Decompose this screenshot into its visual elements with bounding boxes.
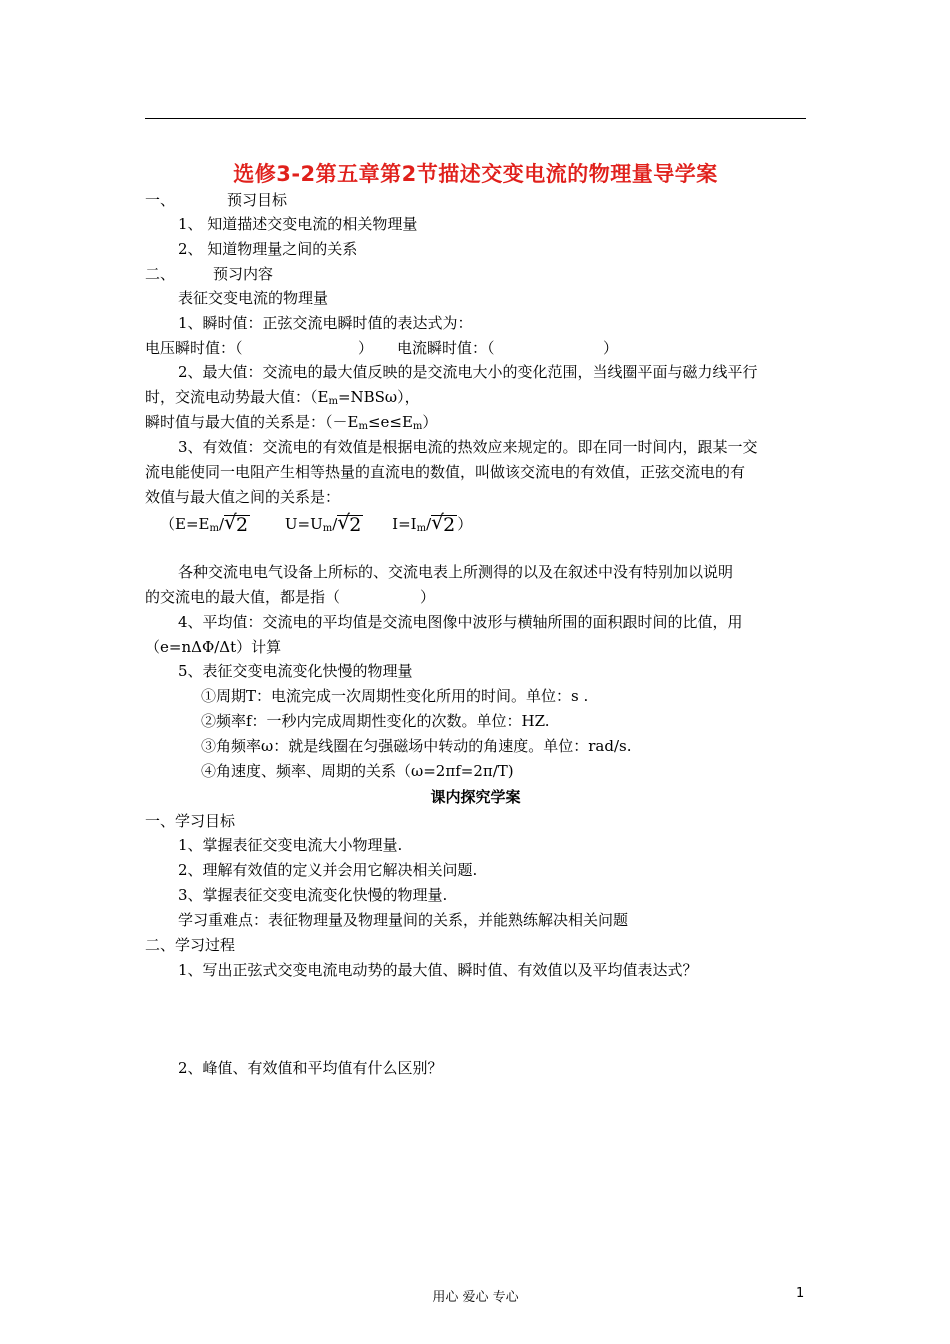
goal-item: 1、掌握表征交变电流大小物理量.	[178, 836, 403, 854]
paragraph: 流电能使同一电阻产生相等热量的直流电的数值，叫做该交流电的有效值，正弦交流电的有	[145, 463, 746, 481]
goal-item: 3、掌握表征交变电流变化快慢的物理量.	[178, 886, 448, 904]
paragraph: 的交流电的最大值，都是指（	[145, 588, 341, 606]
goal-item: 1、 知道描述交变电流的相关物理量	[178, 215, 418, 233]
paragraph: 2、最大值：交流电的最大值反映的是交流电大小的变化范围，当线圈平面与磁力线平行	[178, 363, 758, 381]
voltage-instant-label: 电压瞬时值：（	[145, 339, 243, 357]
section-title: 预习目标	[227, 191, 288, 209]
sqrt-symbol: √ 2	[431, 515, 457, 534]
list-item: ③角频率ω：就是线圈在匀强磁场中转动的角速度。单位：rad/s.	[201, 737, 632, 755]
effective-value-formulas: （$E=E_m/√$ 2 $U=U_m/√$ 2 $I=I_m/√$ 2 ）	[160, 514, 472, 539]
paragraph: 3、有效值：交流电的有效值是根据电流的热效应来规定的。即在同一时间内，跟某一交	[178, 438, 758, 456]
question: 2、峰值、有效值和平均值有什么区别？	[178, 1059, 443, 1077]
paragraph: 各种交流电电气设备上所标的、交流电表上所测得的以及在叙述中没有特别加以说明	[178, 563, 734, 581]
blank-close: ）	[420, 588, 436, 606]
current-instant-label: 电流瞬时值：（	[397, 339, 495, 357]
sqrt-symbol: √ 2	[224, 515, 250, 534]
sqrt-symbol: √ 2	[337, 515, 363, 534]
goal-item: 2、理解有效值的定义并会用它解决相关问题.	[178, 861, 478, 879]
list-item: ①周期T：电流完成一次周期性变化所用的时间。单位：s .	[201, 687, 589, 705]
section-title: 预习内容	[213, 265, 274, 283]
current-instant-close: ）	[603, 339, 619, 357]
header-rule	[145, 118, 806, 119]
paragraph: 时，交流电动势最大值：$(E_m=NBS\omega)$，	[145, 388, 420, 407]
section-title: 二、学习过程	[145, 936, 236, 954]
question: 1、写出正弦式交变电流电动势的最大值、瞬时值、有效值以及平均值表达式？	[178, 961, 698, 979]
paragraph: 表征交变电流的物理量	[178, 289, 329, 307]
paragraph: 效值与最大值之间的关系是：	[145, 488, 341, 506]
footer-text: 用心 爱心 专心	[432, 1290, 519, 1305]
section-number: 一、	[145, 191, 176, 209]
paragraph: 4、平均值：交流电的平均值是交流电图像中波形与横轴所围的面积跟时间的比值，用	[178, 613, 743, 631]
paragraph: 5、表征交变电流变化快慢的物理量	[178, 662, 413, 680]
section-number: 二、	[145, 265, 176, 283]
page-number: 1	[796, 1286, 805, 1301]
paragraph: （e=nΔΦ/Δt）计算	[145, 638, 282, 656]
section-title: 一、学习目标	[145, 812, 236, 830]
paragraph: 1、瞬时值：正弦交流电瞬时值的表达式为：	[178, 314, 473, 332]
list-item: ④角速度、频率、周期的关系（ω=2πf=2π/T)	[201, 762, 514, 780]
paragraph: 瞬时值与最大值的关系是：$(-E_m\le e\le E_m)$	[145, 413, 438, 432]
goal-item: 2、 知道物理量之间的关系	[178, 240, 358, 258]
document-title: 选修3-2第五章第2节描述交变电流的物理量导学案	[233, 162, 718, 186]
list-item: ②频率f：一秒内完成周期性变化的次数。单位：HZ.	[201, 712, 550, 730]
voltage-instant-close: ）	[358, 339, 374, 357]
key-points: 学习重难点：表征物理量及物理量间的关系，并能熟练解决相关问题	[178, 911, 629, 929]
section-heading: 课内探究学案	[430, 788, 521, 806]
